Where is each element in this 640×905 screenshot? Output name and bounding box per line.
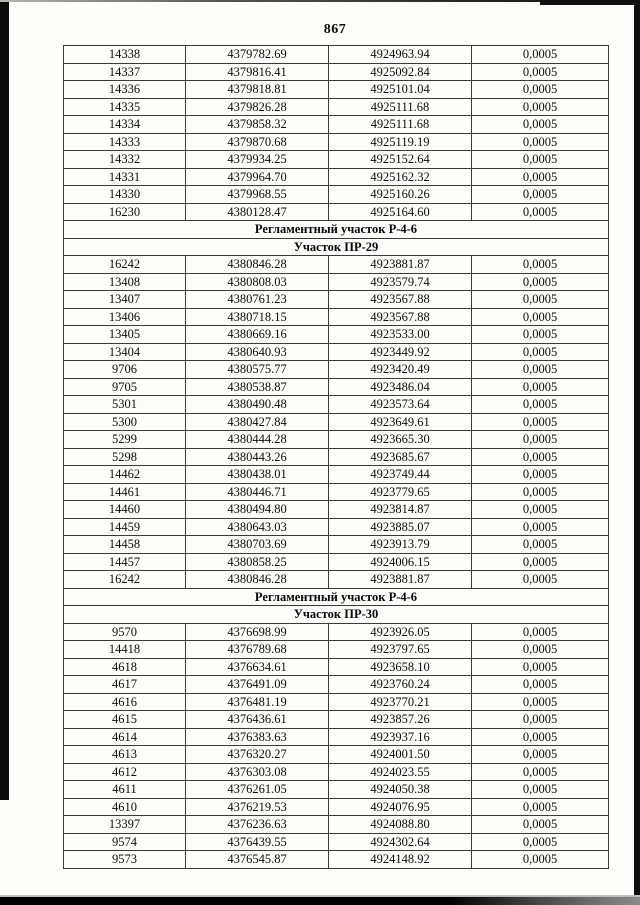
table-cell: 4380128.47 [186,203,329,221]
page-number: 867 [323,22,347,37]
coordinates-table [63,45,609,869]
table-cell: 4611 [64,781,186,799]
table-row [64,448,609,466]
table-cell: 0,0005 [472,781,609,799]
table-cell: 0,0005 [472,151,609,169]
table-cell: 4925119.19 [329,133,472,151]
table-cell: 13407 [64,291,186,309]
section-header: Участок ПР-29 [64,238,609,256]
table-cell: 13408 [64,273,186,291]
table-cell: 4923579.74 [329,273,472,291]
table-cell: 4380538.87 [186,378,329,396]
table-cell: 4380575.77 [186,361,329,379]
table-cell: 0,0005 [472,623,609,641]
table-row [64,658,609,676]
table-cell: 4376481.19 [186,693,329,711]
table-cell: 4923658.10 [329,658,472,676]
table-cell: 4923665.30 [329,431,472,449]
table-cell: 14461 [64,483,186,501]
table-cell: 9706 [64,361,186,379]
table-cell: 0,0005 [472,291,609,309]
table-cell: 14335 [64,98,186,116]
table-cell: 4923449.92 [329,343,472,361]
table-cell: 0,0005 [472,98,609,116]
table-cell: 4376383.63 [186,728,329,746]
table-cell: 4924302.64 [329,833,472,851]
table-cell: 4923573.64 [329,396,472,414]
table-cell: 13397 [64,816,186,834]
table-cell: 4379818.81 [186,81,329,99]
section-header: Участок ПР-30 [64,606,609,624]
table-row [64,396,609,414]
table-cell: 0,0005 [472,746,609,764]
table-cell: 4924088.80 [329,816,472,834]
table-cell: 0,0005 [472,343,609,361]
table-cell: 4923749.44 [329,466,472,484]
table-cell: 0,0005 [472,536,609,554]
table-cell: 4924076.95 [329,798,472,816]
table-cell: 4923814.87 [329,501,472,519]
table-cell: 4923685.67 [329,448,472,466]
table-cell: 4380427.84 [186,413,329,431]
table-cell: 0,0005 [472,833,609,851]
table-cell: 0,0005 [472,46,609,64]
table-cell: 0,0005 [472,168,609,186]
table-row [64,728,609,746]
table-cell: 4614 [64,728,186,746]
table-cell: 4923567.88 [329,308,472,326]
table-row [64,291,609,309]
table-cell: 4379816.41 [186,63,329,81]
table-cell: 4610 [64,798,186,816]
table-cell: 14333 [64,133,186,151]
table-cell: 4924006.15 [329,553,472,571]
table-row [64,378,609,396]
table-cell: 4923486.04 [329,378,472,396]
table-cell: 4380761.23 [186,291,329,309]
table-cell: 14336 [64,81,186,99]
table-row [64,116,609,134]
table-row [64,413,609,431]
table-cell: 4615 [64,711,186,729]
table-cell: 0,0005 [472,851,609,869]
table-cell: 5299 [64,431,186,449]
table-cell: 14460 [64,501,186,519]
table-cell: 4380490.48 [186,396,329,414]
table-cell: 0,0005 [472,273,609,291]
table-cell: 9574 [64,833,186,851]
table-cell: 4379858.32 [186,116,329,134]
table-cell: 4376303.08 [186,763,329,781]
table-cell: 14418 [64,641,186,659]
table-row [64,623,609,641]
table-cell: 4924148.92 [329,851,472,869]
table-cell: 0,0005 [472,361,609,379]
table-cell: 4376545.87 [186,851,329,869]
table-cell: 0,0005 [472,553,609,571]
table-cell: 0,0005 [472,133,609,151]
table-cell: 4923881.87 [329,571,472,589]
table-cell: 0,0005 [472,676,609,694]
table-row [64,851,609,869]
table-cell: 4380438.01 [186,466,329,484]
table-cell: 0,0005 [472,81,609,99]
table-cell: 4923533.00 [329,326,472,344]
table-row [64,553,609,571]
table-cell: 9570 [64,623,186,641]
table-cell: 4616 [64,693,186,711]
table-cell: 9573 [64,851,186,869]
table-row [64,676,609,694]
table-cell: 14330 [64,186,186,204]
table-cell: 4613 [64,746,186,764]
table-row [64,466,609,484]
table-cell: 0,0005 [472,116,609,134]
table-cell: 4379968.55 [186,186,329,204]
table-cell: 4380446.71 [186,483,329,501]
table-cell: 4924050.38 [329,781,472,799]
table-row [64,833,609,851]
table-row [64,641,609,659]
table-cell: 4376219.53 [186,798,329,816]
table-cell: 0,0005 [472,63,609,81]
table-cell: 4379826.28 [186,98,329,116]
table-cell: 4376261.05 [186,781,329,799]
table-cell: 14459 [64,518,186,536]
table-cell: 4380494.80 [186,501,329,519]
table-row [64,816,609,834]
table-cell: 0,0005 [472,518,609,536]
table-cell: 4380846.28 [186,256,329,274]
table-row [64,203,609,221]
table-cell: 4923885.07 [329,518,472,536]
table-cell: 4925111.68 [329,98,472,116]
table-row [64,431,609,449]
table-cell: 4923760.24 [329,676,472,694]
table-row [64,81,609,99]
section-header-row [64,238,609,256]
table-row [64,361,609,379]
section-header-row [64,221,609,239]
table-cell: 5298 [64,448,186,466]
table-cell: 4923779.65 [329,483,472,501]
scan-artifact-top-right-mark [540,0,640,5]
table-cell: 16242 [64,256,186,274]
table-row [64,326,609,344]
table-row [64,343,609,361]
table-cell: 14462 [64,466,186,484]
table-row [64,256,609,274]
table-cell: 0,0005 [472,816,609,834]
table-cell: 14458 [64,536,186,554]
table-cell: 4376789.68 [186,641,329,659]
table-cell: 4379934.25 [186,151,329,169]
table-cell: 4925152.64 [329,151,472,169]
table-row [64,133,609,151]
table-row [64,501,609,519]
table-cell: 0,0005 [472,256,609,274]
table-cell: 4923649.61 [329,413,472,431]
table-cell: 16230 [64,203,186,221]
table-cell: 4924963.94 [329,46,472,64]
table-cell: 4376320.27 [186,746,329,764]
section-header: Регламентный участок Р-4-6 [64,221,609,239]
table-row [64,273,609,291]
table-cell: 0,0005 [472,466,609,484]
table-cell: 14332 [64,151,186,169]
table-cell: 0,0005 [472,483,609,501]
table-row [64,781,609,799]
table-cell: 0,0005 [472,186,609,204]
table-cell: 13406 [64,308,186,326]
table-cell: 4925111.68 [329,116,472,134]
table-cell: 14334 [64,116,186,134]
table-cell: 4376436.61 [186,711,329,729]
table-cell: 4380846.28 [186,571,329,589]
table-row [64,763,609,781]
table-cell: 4379870.68 [186,133,329,151]
table-cell: 4923881.87 [329,256,472,274]
table-cell: 4923770.21 [329,693,472,711]
table-row [64,746,609,764]
table-cell: 4923567.88 [329,291,472,309]
table-cell: 0,0005 [472,763,609,781]
table-cell: 4923797.65 [329,641,472,659]
table-cell: 4925162.32 [329,168,472,186]
table-cell: 5300 [64,413,186,431]
table-cell: 4379964.70 [186,168,329,186]
table-cell: 13404 [64,343,186,361]
table-cell: 4380443.26 [186,448,329,466]
table-cell: 0,0005 [472,501,609,519]
table-cell: 4380640.93 [186,343,329,361]
table-row [64,536,609,554]
scan-artifact-right-bar [634,0,640,905]
section-header: Регламентный участок Р-4-6 [64,588,609,606]
table-cell: 4380858.25 [186,553,329,571]
table-cell: 0,0005 [472,448,609,466]
table-cell: 4923420.49 [329,361,472,379]
table-cell: 0,0005 [472,728,609,746]
coordinates-table-body [64,46,609,869]
table-cell: 5301 [64,396,186,414]
table-cell: 4380718.15 [186,308,329,326]
table-row [64,308,609,326]
table-cell: 4380703.69 [186,536,329,554]
table-cell: 14457 [64,553,186,571]
table-cell: 0,0005 [472,308,609,326]
table-cell: 0,0005 [472,571,609,589]
table-cell: 14338 [64,46,186,64]
table-row [64,168,609,186]
table-cell: 0,0005 [472,641,609,659]
table-cell: 0,0005 [472,431,609,449]
table-row [64,693,609,711]
table-cell: 4923926.05 [329,623,472,641]
table-row [64,186,609,204]
table-cell: 4617 [64,676,186,694]
table-row [64,151,609,169]
table-cell: 14331 [64,168,186,186]
table-cell: 13405 [64,326,186,344]
table-row [64,711,609,729]
table-row [64,483,609,501]
table-cell: 4923857.26 [329,711,472,729]
table-cell: 4612 [64,763,186,781]
table-row [64,46,609,64]
table-row [64,571,609,589]
table-cell: 4376439.55 [186,833,329,851]
section-header-row [64,606,609,624]
table-cell: 4925101.04 [329,81,472,99]
table-cell: 4376491.09 [186,676,329,694]
scan-artifact-bottom-bar [0,897,640,905]
scan-artifact-left-bar [0,0,9,800]
table-row [64,63,609,81]
table-cell: 0,0005 [472,378,609,396]
table-cell: 4924001.50 [329,746,472,764]
table-cell: 0,0005 [472,396,609,414]
table-cell: 4376236.63 [186,816,329,834]
table-cell: 9705 [64,378,186,396]
table-cell: 4376698.99 [186,623,329,641]
table-cell: 4380444.28 [186,431,329,449]
table-cell: 0,0005 [472,658,609,676]
table-cell: 0,0005 [472,326,609,344]
table-cell: 4376634.61 [186,658,329,676]
table-cell: 16242 [64,571,186,589]
table-cell: 14337 [64,63,186,81]
table-cell: 4925164.60 [329,203,472,221]
section-header-row [64,588,609,606]
table-cell: 4380643.03 [186,518,329,536]
table-cell: 0,0005 [472,203,609,221]
table-cell: 4618 [64,658,186,676]
table-cell: 4923937.16 [329,728,472,746]
table-cell: 4924023.55 [329,763,472,781]
table-cell: 4380808.03 [186,273,329,291]
table-row [64,798,609,816]
table-cell: 4923913.79 [329,536,472,554]
table-row [64,98,609,116]
table-cell: 0,0005 [472,413,609,431]
table-cell: 4925092.84 [329,63,472,81]
table-row [64,518,609,536]
table-cell: 4925160.26 [329,186,472,204]
table-cell: 0,0005 [472,711,609,729]
table-cell: 0,0005 [472,798,609,816]
table-cell: 4380669.16 [186,326,329,344]
table-cell: 4379782.69 [186,46,329,64]
table-cell: 0,0005 [472,693,609,711]
